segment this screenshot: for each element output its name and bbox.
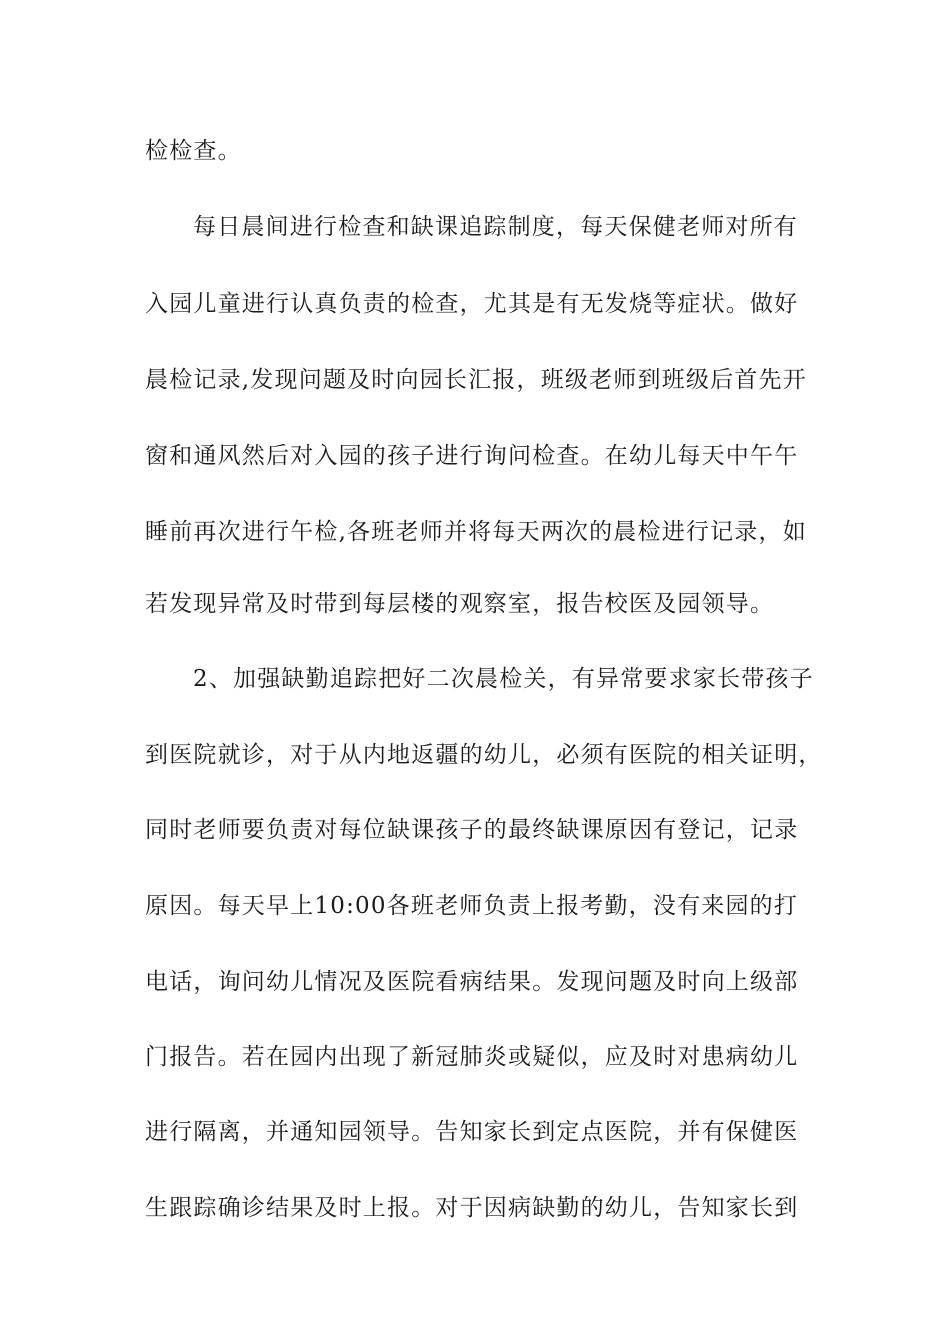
text-line: 窗和通风然后对入园的孩子进行询问检查。在幼儿每天中午午 [145,443,799,469]
text-line: 到医院就诊，对于从内地返疆的幼儿，必须有医院的相关证明， [145,742,823,768]
text-line: 晨检记录,发现问题及时向园长汇报，班级老师到班级后首先开 [145,367,807,393]
text-line: 检检查。 [145,138,242,164]
text-line: 睡前再次进行午检,各班老师并将每天两次的晨检进行记录，如 [145,519,807,545]
text-line: 电话，询问幼儿情况及医院看病结果。发现问题及时向上级部 [145,969,799,995]
text-line: 生跟踪确诊结果及时上报。对于因病缺勤的幼儿，告知家长到 [145,1195,799,1221]
text-line: 同时老师要负责对每位缺课孩子的最终缺课原因有登记，记录 [145,817,799,843]
paragraph-first-line: 每日晨间进行检查和缺课追踪制度，每天保健老师对所有 [193,214,798,240]
text-line: 门报告。若在园内出现了新冠肺炎或疑似，应及时对患病幼儿 [145,1044,799,1070]
text-line: 进行隔离，并通知园领导。告知家长到定点医院，并有保健医 [145,1119,799,1145]
paragraph-first-line: 2、加强缺勤追踪把好二次晨检关，有异常要求家长带孩子 [193,666,814,692]
text-line: 入园儿童进行认真负责的检查，尤其是有无发烧等症状。做好 [145,291,799,317]
text-line: 若发现异常及时带到每层楼的观察室，报告校医及园领导。 [145,591,775,617]
text-line: 原因。每天早上10:00各班老师负责上报考勤，没有来园的打 [145,893,799,919]
